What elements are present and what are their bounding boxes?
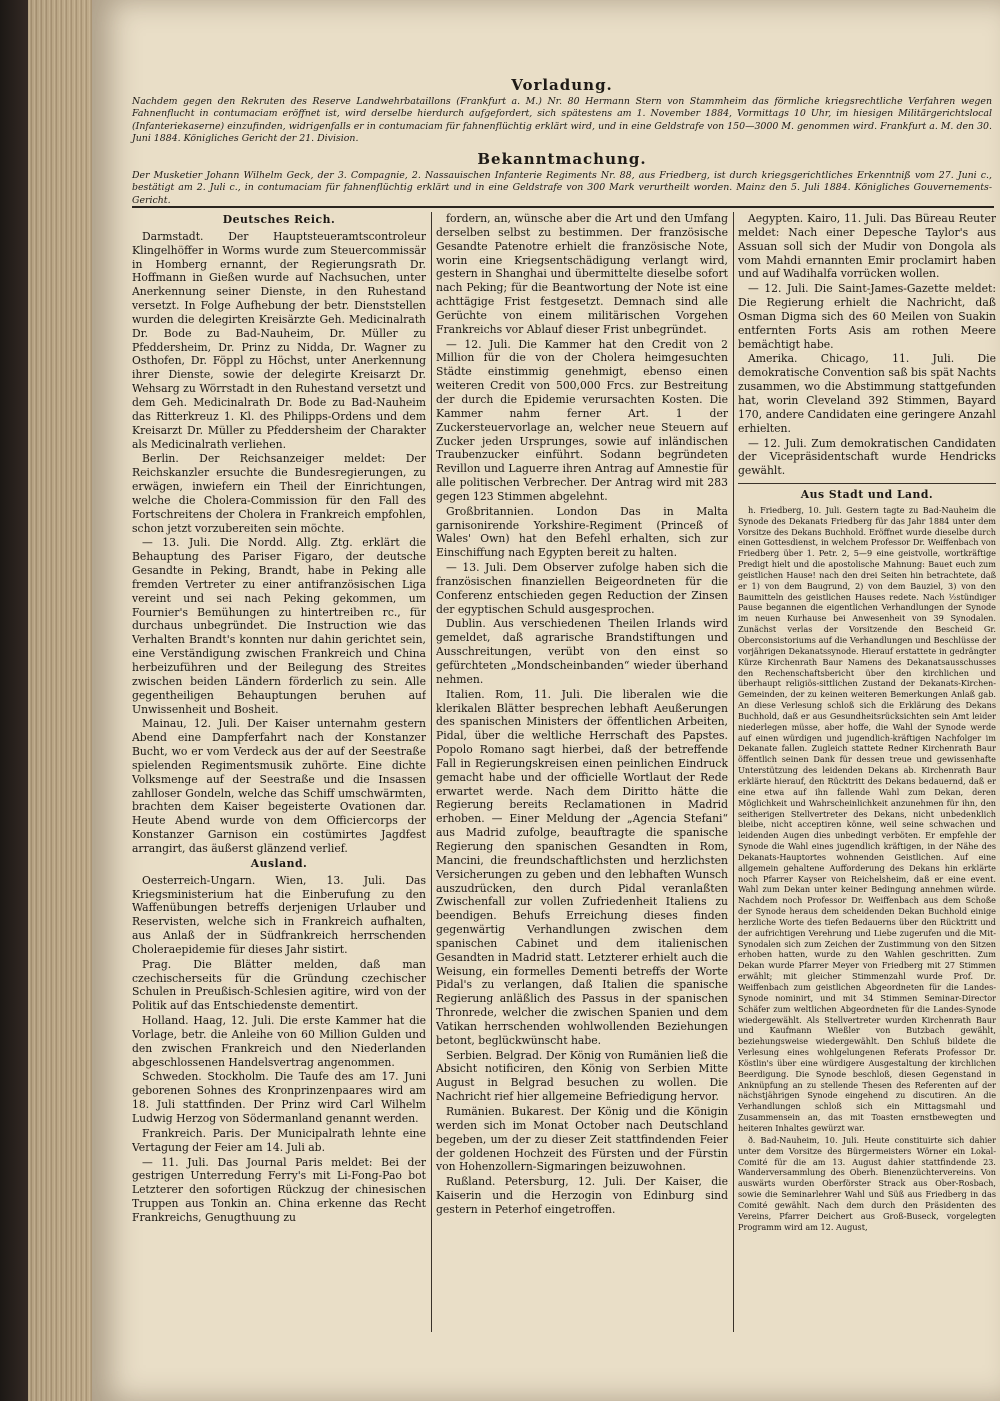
- news-paragraph: — 11. Juli. Das Journal Paris meldet: Bei der gestrigen Unterredung Ferry's mit Li-Fong-Pao bot Letzterer den sofortigen Rückzug der chinesischen Truppen aus Tonkin an. China erkenne das Recht Frankreichs, Genugthuung zu: [132, 1155, 426, 1224]
- news-paragraph: Mainau, 12. Juli. Der Kaiser unternahm gestern Abend eine Dampferfahrt nach der Konstanzer Bucht, wo er vom Verdeck aus der auf der Seestraße spielenden Regimentsmusik zuhörte. Eine dichte Volksmenge auf der Seestraße und die Insassen zahlloser Gondeln, welche das Schiff umschwärmten, brachten dem Kaiser begeisterte Ovationen dar. Heute Abend wurde von dem Officiercorps der Konstanzer Garnison ein costümirtes Jagdfest arrangirt, das äußerst glänzend verlief.: [132, 717, 426, 855]
- notice-bekanntmachung: [132, 150, 992, 207]
- page-edges: [28, 0, 98, 1401]
- column-2: [436, 212, 728, 1347]
- notice-vorladung: [132, 76, 992, 146]
- news-paragraph: Schweden. Stockholm. Die Taufe des am 17. Juni geborenen Sohnes des Kronprinzenpaares wird am 18. Juli stattfinden. Der Prinz wird Carl Wilhelm Ludwig Herzog von Södermanland genannt werden.: [132, 1070, 426, 1125]
- notice-body: Nachdem gegen den Rekruten des Reserve Landwehrbataillons (Frankfurt a. M.) Nr. 80 Hermann Stern von Stammheim das förmliche kriegsrechtliche Verfahren wegen Fahnenflucht in contumaciam eröffnet ist, wird derselbe hierdurch aufgefordert, sich spätestens am 1. November 1884, Vormittags 10 Uhr, im hiesigen Militärgerichtslocal (Infanteriekaserne) einzufinden, widrigenfalls er in contumaciam für fahnenflüchtig erklärt wird, und in eine Geldstrafe von 150—3000 M. genommen wird. Frankfurt a. M. den 30. Juni 1884. Königliches Gericht der 21. Division.: [132, 96, 992, 145]
- news-paragraph: Darmstadt. Der Hauptsteueramtscontroleur Klingelhöffer in Worms wurde zum Steuercommissär in Homberg ernannt, der Regierungsrath Dr. Hoffmann in Gießen wurde auf Nachsuchen, unter Anerkennung seiner Dienste, in den Ruhestand versetzt. In Folge Aufhebung der betr. Dienststellen wurden die delegirten Kreisärzte Geh. Medicinalrath Dr. Bode zu Bad-Nauheim, Dr. Müller zu Pfeddersheim, Dr. Prinz zu Nidda, Dr. Wagner zu Osthofen, Dr. Föppl zu Höchst, unter Anerkennung ihrer Dienste, sowie der delegirte Kreisarzt Dr. Wehsarg zu Wörrstadt in den Ruhestand versetzt und dem Geh. Medicinalrath Dr. Bode zu Bad-Nauheim das Ritterkreuz 1. Kl. des Philipps-Ordens und dem Kreisarzt Dr. Müller zu Pfeddersheim der Charakter als Medicinalrath verliehen.: [132, 229, 426, 451]
- news-paragraph: — 12. Juli. Die Saint-James-Gazette meldet: Die Regierung erhielt die Nachricht, daß Osman Digma sich des 60 Meilen von Suakin entfernten Forts Asis am rothen Meere bemächtigt habe.: [738, 282, 996, 351]
- column-3: [738, 212, 996, 1347]
- column-divider: [431, 212, 432, 1332]
- news-paragraph: — 13. Juli. Dem Observer zufolge haben sich die französischen finanziellen Beigeordneten für die Conferenz entschieden gegen Reduction der Zinsen der egyptischen Schuld ausgesprochen.: [436, 561, 728, 616]
- news-paragraph: Prag. Die Blätter melden, daß man czechischerseits für die Gründung czechischer Schulen in Preußisch-Schlesien agitire, wird von der Politik auf das Entschiedenste dementirt.: [132, 957, 426, 1013]
- local-news-paragraph: h. Friedberg, 10. Juli. Gestern tagte zu Bad-Nauheim die Synode des Dekanats Friedberg für das Jahr 1884 unter dem Vorsitze des Dekans Buchhold. Eröffnet wurde dieselbe durch einen Gottesdienst, in welchem Professor Dr. Weiffenbach von Friedberg über 1. Petr. 2, 5—9 eine geistvolle, wortkräftige Predigt hielt und die apostolische Mahnung: Bauet euch zum geistlichen Hause! nach den drei Seiten hin betrachtete, daß er 1) von dem Baugrund, 2) von dem Bauziel, 3) von den Baumitteln des geistlichen Hauses redete. Nach ½stündiger Pause begannen die eigentlichen Verhandlungen der Synode im neuen Kurhause bei Anwesenheit von 39 Synodalen. Zunächst verlas der Vorsitzende den Bescheid Gr. Oberconsistoriums auf die Verhandlungen und Beschlüsse der vorjährigen Dekanatssynode. Hierauf erstattete in gedrängter Kürze Kirchenrath Baur Namens des Dekanatsausschusses den Rechenschaftsbericht über den kirchlichen und überhaupt religiös-sittlichen Zustand der Dekanats-Kirchen-Gemeinden, der zu keinen weiteren Bemerkungen Anlaß gab. An diese Verlesung schloß sich die Erklärung des Dekans Buchhold, daß er aus Gesundheitsrücksichten sein Amt leider niederlegen müsse, aber hoffe, die Wahl der Synode werde auf einen würdigen und jugendlich-kräftigen Nachfolger im Dekanate fallen. Zugleich stattete Redner Kirchenrath Baur öffentlich seinen Dank für dessen treue und gewissenhafte Unterstützung des leidenden Dekans ab. Kirchenrath Baur erklärte hierauf, den Rücktritt des Dekans bedauernd, daß er eine etwa auf ihn fallende Wahl zum Dekan, deren Möglichkeit und Wahrscheinlichkeit anzunehmen für ihn, den seitherigen Stellvertreter des Dekans, nicht unbedenklich bleibe, nicht acceptiren könne, weil seine schwachen und leidenden Augen dies unbedingt verböten. Er empfehle der Synode die Wahl eines jugendlich kräftigen, in der Nähe des Dekanats-Hauptortes wohnenden Geistlichen. Auf eine allgemein gehaltene Aufforderung des Dekans hin erklärte noch Pfarrer Kayser von Reichelsheim, daß er eine event. Wahl zum Dekan unter keiner Bedingung annehmen würde. Nachdem noch Professor Dr. Weiffenbach aus dem Schoße der Synode heraus dem scheidenden Dekan Buchhold einige herzliche Worte des tiefen Bedauerns über den Rücktritt und der aufrichtigen Verehrung und Liebe zugerufen und die Mit-Synodalen sich zum Zeichen der Zustimmung von den Sitzen erhoben hatten, wurde zu den Wahlen geschritten. Zum Dekan wurde Pfarrer Meyer von Friedberg mit 27 Stimmen erwählt; mit gleicher Stimmenzahl wurde Prof. Dr. Weiffenbach zum geistlichen Abgeordneten für die Landes-Synode nominirt, und mit 34 Stimmen Seminar-Director Schäfer zum weltlichen Abgeordneten für die Landes-Synode wiedergewählt. Als Stellvertreter wurden Kirchenrath Baur und Kaufmann Wießler von Butzbach gewählt, beziehungsweise wiedergewählt. Den Schluß bildete die Verlesung eines wohlgelungenen Referats Professor Dr. Köstlin's über eine würdigere Ausgestaltung der kirchlichen Beerdigung. Die Synode beschloß, diesen Gegenstand in Anknüpfung an zu stellende Thesen des Referenten auf der nächstjährigen Synode eingehend zu discutiren. An die Verhandlungen schloß sich ein Mittagsmahl und Zusammensein an, das mit Toasten ernstbewegten und heiteren Inhaltes gewürzt war.: [738, 504, 996, 1133]
- notice-body: Der Musketier Johann Wilhelm Geck, der 3. Compagnie, 2. Nassauischen Infanterie Regiments Nr. 88, aus Friedberg, ist durch kriegsgerichtliches Erkenntniß vom 27. Juni c., bestätigt am 2. Juli c., in contumaciam für fahnenflüchtig erklärt und in eine Geldstrafe von 300 Mark verurtheilt worden. Mainz den 5. Juli 1884. Königliches Gouvernements-Gericht.: [132, 170, 992, 206]
- news-paragraph: Serbien. Belgrad. Der König von Rumänien ließ die Absicht notificiren, den König von Serbien Mitte August in Belgrad besuchen zu wollen. Die Nachricht rief hier allgemeine Befriedigung hervor.: [436, 1048, 728, 1104]
- news-paragraph: Amerika. Chicago, 11. Juli. Die demokratische Convention saß bis spät Nachts zusammen, wo die Abstimmung stattgefunden hat, worin Cleveland 392 Stimmen, Bayard 170, andere Candidaten eine geringere Anzahl erhielten.: [738, 352, 996, 435]
- news-paragraph: — 12. Juli. Zum demokratischen Candidaten der Vicepräsidentschaft wurde Hendricks gewählt.: [738, 436, 996, 478]
- section-heading: Aus Stadt und Land.: [800, 488, 934, 502]
- news-paragraph: Rumänien. Bukarest. Der König und die Königin werden sich im Monat October nach Deutschland begeben, um der zu dieser Zeit stattfindenden Feier der goldenen Hochzeit des Fürsten und der Fürstin von Hohenzollern-Sigmaringen beizuwohnen.: [436, 1105, 728, 1174]
- notice-title: Vorladung.: [511, 76, 613, 94]
- news-paragraph: — 12. Juli. Die Kammer hat den Credit von 2 Million für die von der Cholera heimgesuchten Städte einstimmig genehmigt, ebenso einen weiteren Credit von 500,000 Frcs. zur Bestreitung der durch die Epidemie verursachten Kosten. Die Kammer nahm ferner Art. 1 der Zuckersteuervorlage an, welcher neue Steuern auf Zucker jeden Ursprunges, sowie auf inländischen Traubenzucker einführt. Sodann begründeten Revillon und Laguerre ihren Antrag auf Amnestie für alle politischen Verbrecher. Der Antrag wird mit 283 gegen 123 Stimmen abgelehnt.: [436, 337, 728, 503]
- news-paragraph: Frankreich. Paris. Der Municipalrath lehnte eine Vertagung der Feier am 14. Juli ab.: [132, 1126, 426, 1154]
- section-rule: [738, 483, 996, 484]
- news-paragraph: — 13. Juli. Die Nordd. Allg. Ztg. erklärt die Behauptung des Pariser Figaro, der deutsche Gesandte in Peking, Brandt, habe in Peking alle fremden Vertreter zu einer antifranzösischen Liga vereint und sei nach Peking gekommen, um Fournier's Bemühungen zu hintertreiben rc., für durchaus unbegründet. Die Instruction wie das Verhalten Brandt's konnten nur dahin gerichtet sein, eine Verständigung zwischen Frankreich und China herbeizuführen und der Beilegung des Streites zwischen beiden Ländern förderlich zu sein. Alle gegentheiligen Behauptungen beruhen auf Unwissenheit und Bosheit.: [132, 536, 426, 716]
- news-paragraph: Italien. Rom, 11. Juli. Die liberalen wie die klerikalen Blätter besprechen lebhaft Aeußerungen des spanischen Ministers der öffentlichen Arbeiten, Pidal, über die weltliche Herrschaft des Papstes. Popolo Romano sagt hierbei, daß der betreffende Fall in Regierungskreisen einen peinlichen Eindruck gemacht habe und der officielle Wortlaut der Rede erwartet werde. Nach dem Diritto hätte die Regierung bereits Reclamationen in Madrid erhoben. — Einer Meldung der „Agencia Stefani“ aus Madrid zufolge, beauftragte die spanische Regierung den spanischen Gesandten in Rom, Mancini, die freundschaftlichsten und herzlichsten Versicherungen zu geben und den lebhaften Wunsch auszudrücken, den durch Pidal veranlaßten Zwischenfall zur vollen Zufriedenheit Italiens zu beendigen. Behufs Erreichung dieses finden gegenwärtig Verhandlungen zwischen dem spanischen Cabinet und dem italienischen Gesandten in Madrid statt. Letzterer erhielt auch die Weisung, ein formelles Dementi betreffs der Worte Pidal's zu verlangen, daß Italien die spanische Regierung anläßlich des Passus in der spanischen Thronrede, welcher die zwischen Spanien und dem Vatikan herrschenden wohlwollenden Beziehungen betont, beglückwünscht habe.: [436, 687, 728, 1047]
- news-paragraph: Rußland. Petersburg, 12. Juli. Der Kaiser, die Kaiserin und die Herzogin von Edinburg sind gestern in Peterhof eingetroffen.: [436, 1175, 728, 1216]
- news-paragraph: fordern, an, wünsche aber die Art und den Umfang derselben selbst zu bestimmen. Der französische Gesandte Patenotre erhielt die französische Note, worin eine Kriegsentschädigung verlangt wird, gestern in Shanghai und übermittelte dieselbe sofort nach Peking; für die Beantwortung der Note ist eine achttägige Frist festgesetzt. Demnach sind alle Gerüchte von einem militärischen Vorgehen Frankreichs vor Ablauf dieser Frist unbegründet.: [436, 212, 728, 336]
- column-divider: [733, 212, 734, 1332]
- notice-title: Bekanntmachung.: [477, 150, 647, 168]
- local-news-paragraph: ð. Bad-Nauheim, 10. Juli. Heute constituirte sich dahier unter dem Vorsitze des Bürgermeisters Wörner ein Lokal-Comité für die am 13. August dahier stattfindende 23. Wanderversammlung des Oberh. Bienenzüchtervereins. Von auswärts wurden Oberförster Strack aus Ober-Rosbach, sowie die Seminarlehrer Wahl und Süß aus Friedberg in das Comité gewählt. Nach dem durch den Präsidenten des Vereins, Pfarrer Deichert aus Groß-Buseck, vorgelegten Programm wird am 12. August,: [738, 1134, 996, 1232]
- column-1: [132, 212, 426, 1347]
- news-paragraph: Großbritannien. London Das in Malta garnisonirende Yorkshire-Regiment (Princeß of Wales' Own) hat den Befehl erhalten, sich zur Einschiffung nach Egypten bereit zu halten.: [436, 504, 728, 560]
- news-paragraph: Dublin. Aus verschiedenen Theilen Irlands wird gemeldet, daß agrarische Brandstiftungen und Ausschreitungen, verübt von den einst so gefürchteten „Mondscheinbanden“ wieder überhand nehmen.: [436, 617, 728, 686]
- section-heading: Ausland.: [250, 856, 308, 870]
- section-heading: Deutsches Reich.: [222, 213, 336, 226]
- news-paragraph: Oesterreich-Ungarn. Wien, 13. Juli. Das Kriegsministerium hat die Einberufung zu den Waffenübungen betreffs derjenigen Urlauber und Reservisten, welche sich in Frankreich aufhalten, aus Anlaß der in Südfrankreich herrschenden Choleraepidemie für dieses Jahr sistirt.: [132, 873, 426, 956]
- news-paragraph: Berlin. Der Reichsanzeiger meldet: Der Reichskanzler ersuchte die Bundesregierungen, zu erwägen, inwiefern ein Theil der Einrichtungen, welche die Cholera-Commission für den Fall des Fortschreitens der Cholera in Frankreich empfohlen, schon jetzt vorzubereiten sein möchte.: [132, 452, 426, 535]
- news-paragraph: Holland. Haag, 12. Juli. Die erste Kammer hat die Vorlage, betr. die Anleihe von 60 Million Gulden und den zwischen Frankreich und den Niederlanden abgeschlossenen Handelsvertrag angenommen.: [132, 1014, 426, 1069]
- header-rule: [132, 206, 994, 208]
- newspaper-page: [92, 0, 1000, 1401]
- news-paragraph: Aegypten. Kairo, 11. Juli. Das Büreau Reuter meldet: Nach einer Depesche Taylor's aus Assuan soll sich der Mudir von Dongola als vom Mahdi ernannten Emir proclamirt haben und auf Wadihalfa vorrücken wollen.: [738, 212, 996, 281]
